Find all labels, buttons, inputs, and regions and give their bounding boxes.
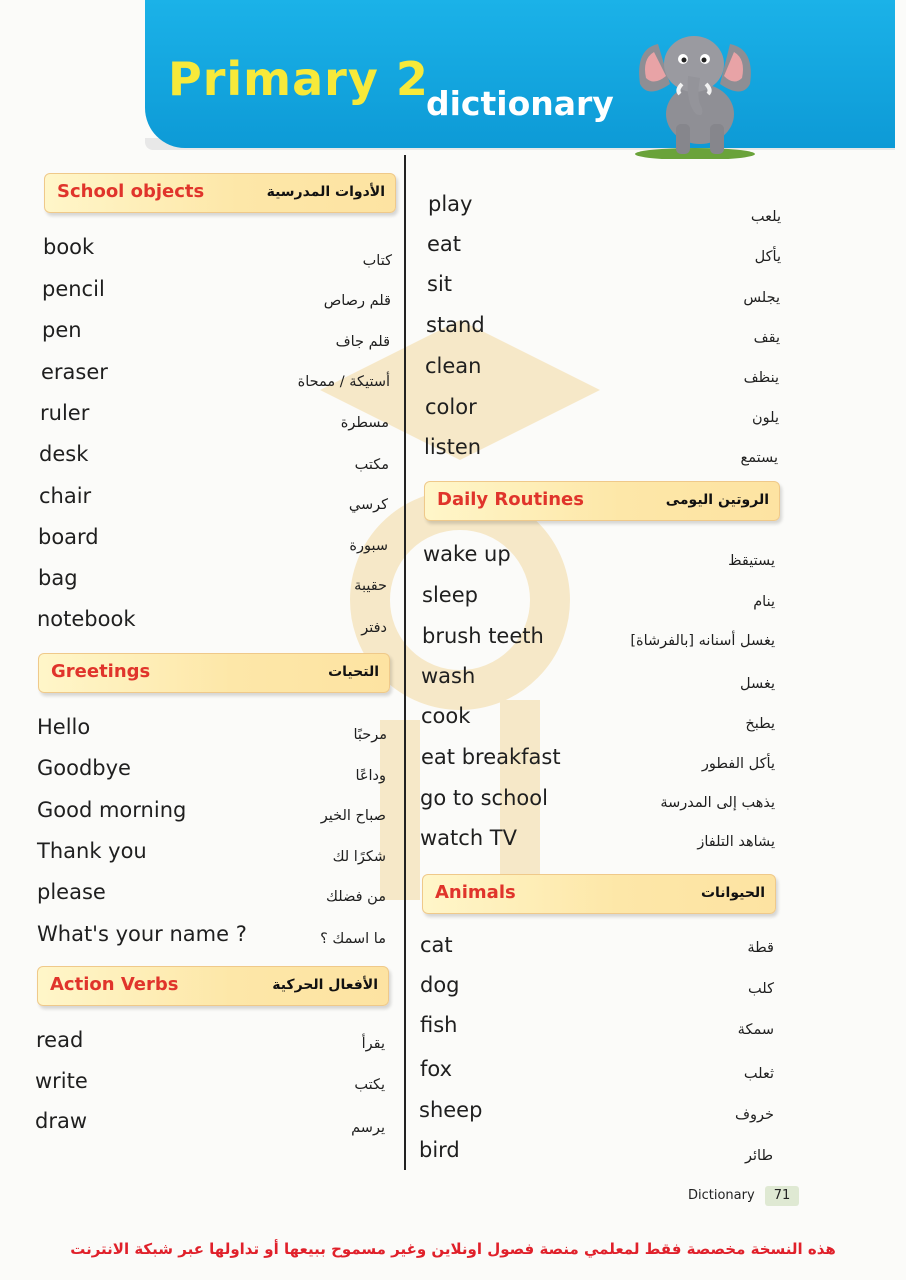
word-en: eraser (41, 360, 108, 384)
section-header-action-verbs (37, 966, 389, 1006)
word-ar: قلم رصاص (323, 293, 391, 309)
word-ar: مرحبًا (353, 727, 387, 743)
word-en: book (43, 235, 95, 259)
word-en: What's your name ? (37, 922, 247, 946)
word-ar: يلون (752, 410, 779, 426)
section-title-en: School objects (57, 181, 205, 202)
word-en: play (428, 192, 473, 216)
section-title-en: Animals (435, 882, 516, 903)
word-ar: سبورة (349, 538, 388, 554)
section-title-ar: التحيات (328, 664, 379, 680)
word-en: Good morning (37, 798, 187, 822)
word-ar: قلم جاف (335, 334, 390, 350)
section-title-ar: الحيوانات (700, 885, 765, 901)
word-en: Thank you (37, 839, 147, 863)
word-ar: يلعب (750, 209, 781, 225)
copyright-notice: هذه النسخة مخصصة فقط لمعلمي منصة فصول اونلاين وغير مسموح ببيعها أو تداولها عبر شبكة الانترنت (70, 1240, 836, 1258)
word-en: bag (38, 566, 78, 590)
word-ar: من فضلك (326, 889, 386, 905)
word-ar: يجلس (743, 290, 780, 306)
word-en: dog (420, 973, 460, 997)
word-ar: ما اسمك ؟ (320, 931, 386, 947)
section-title-en: Action Verbs (50, 974, 179, 995)
word-ar: يشاهد التلفاز (697, 834, 775, 850)
section-title-en: Greetings (51, 661, 151, 682)
word-ar: يذهب إلى المدرسة (660, 795, 775, 811)
word-en: notebook (37, 607, 136, 631)
column-divider (404, 155, 406, 1170)
word-ar: كرسي (348, 497, 388, 513)
section-header-greetings (38, 653, 390, 693)
word-en: pencil (42, 277, 105, 301)
word-en: fish (420, 1013, 458, 1037)
word-ar: يستمع (740, 450, 778, 466)
word-ar: ينظف (743, 370, 779, 386)
word-ar: شكرًا لك (332, 849, 386, 865)
word-en: eat breakfast (421, 745, 561, 769)
word-en: ruler (40, 401, 90, 425)
word-en: please (37, 880, 106, 904)
word-en: cat (420, 933, 453, 957)
word-en: listen (424, 435, 482, 459)
word-en: color (425, 395, 477, 419)
word-ar: يرسم (351, 1120, 385, 1136)
word-ar: كلب (748, 981, 774, 997)
word-ar: سمكة (737, 1022, 774, 1038)
word-ar: يأكل الفطور (701, 756, 775, 772)
word-en: desk (39, 442, 89, 466)
section-header-animals (422, 874, 776, 914)
word-ar: مسطرة (340, 415, 389, 431)
word-ar: يغسل (740, 676, 775, 692)
word-ar: دفتر (361, 620, 387, 636)
word-ar: قطة (747, 940, 774, 956)
section-title-ar: الروتين اليومى (665, 492, 769, 508)
section-header-school-objects (44, 173, 396, 213)
word-ar: طائر (745, 1148, 773, 1164)
word-en: bird (419, 1138, 460, 1162)
title-dictionary: dictionary (426, 84, 614, 123)
word-ar: مكتب (354, 457, 389, 473)
word-en: Goodbye (37, 756, 131, 780)
word-en: fox (420, 1057, 453, 1081)
word-ar: يكتب (354, 1077, 385, 1093)
word-en: stand (426, 313, 485, 337)
word-ar: حقيبة (354, 578, 387, 594)
word-ar: ثعلب (743, 1066, 774, 1082)
word-en: draw (35, 1109, 88, 1133)
word-en: read (36, 1028, 84, 1052)
word-ar: أستيكة / ممحاة (297, 374, 390, 390)
word-ar: يأكل (754, 249, 781, 265)
word-en: wash (421, 664, 476, 688)
title-primary-2: Primary 2 (168, 52, 429, 106)
word-en: watch TV (420, 826, 518, 850)
word-en: sit (427, 272, 453, 296)
footer-label: Dictionary (688, 1188, 755, 1203)
word-en: clean (425, 354, 482, 378)
section-title-en: Daily Routines (437, 489, 584, 510)
word-ar: يقف (753, 330, 780, 346)
word-ar: ينام (753, 594, 775, 610)
word-en: brush teeth (422, 624, 544, 648)
word-en: sleep (422, 583, 478, 607)
word-ar: كتاب (362, 253, 392, 269)
word-en: eat (427, 232, 462, 256)
word-ar: خروف (735, 1107, 774, 1123)
word-en: sheep (419, 1098, 483, 1122)
word-en: board (38, 525, 99, 549)
elephant-illustration (630, 14, 760, 159)
word-en: cook (421, 704, 471, 728)
word-ar: يقرأ (361, 1036, 385, 1052)
word-ar: يستيقظ (728, 553, 775, 569)
word-en: pen (42, 318, 82, 342)
section-header-daily-routines (424, 481, 780, 521)
section-title-ar: الأفعال الحركية (272, 977, 378, 993)
word-ar: يغسل أسنانه [بالفرشاة] (630, 633, 775, 649)
word-en: wake up (423, 542, 511, 566)
word-en: write (35, 1069, 88, 1093)
word-en: chair (39, 484, 92, 508)
word-ar: صباح الخير (320, 808, 386, 824)
word-ar: يطبخ (745, 716, 775, 732)
word-en: go to school (420, 786, 548, 810)
section-title-ar: الأدوات المدرسية (266, 184, 385, 200)
word-en: Hello (37, 715, 91, 739)
word-ar: وداعًا (355, 768, 386, 784)
page-number: 71 (765, 1186, 799, 1206)
